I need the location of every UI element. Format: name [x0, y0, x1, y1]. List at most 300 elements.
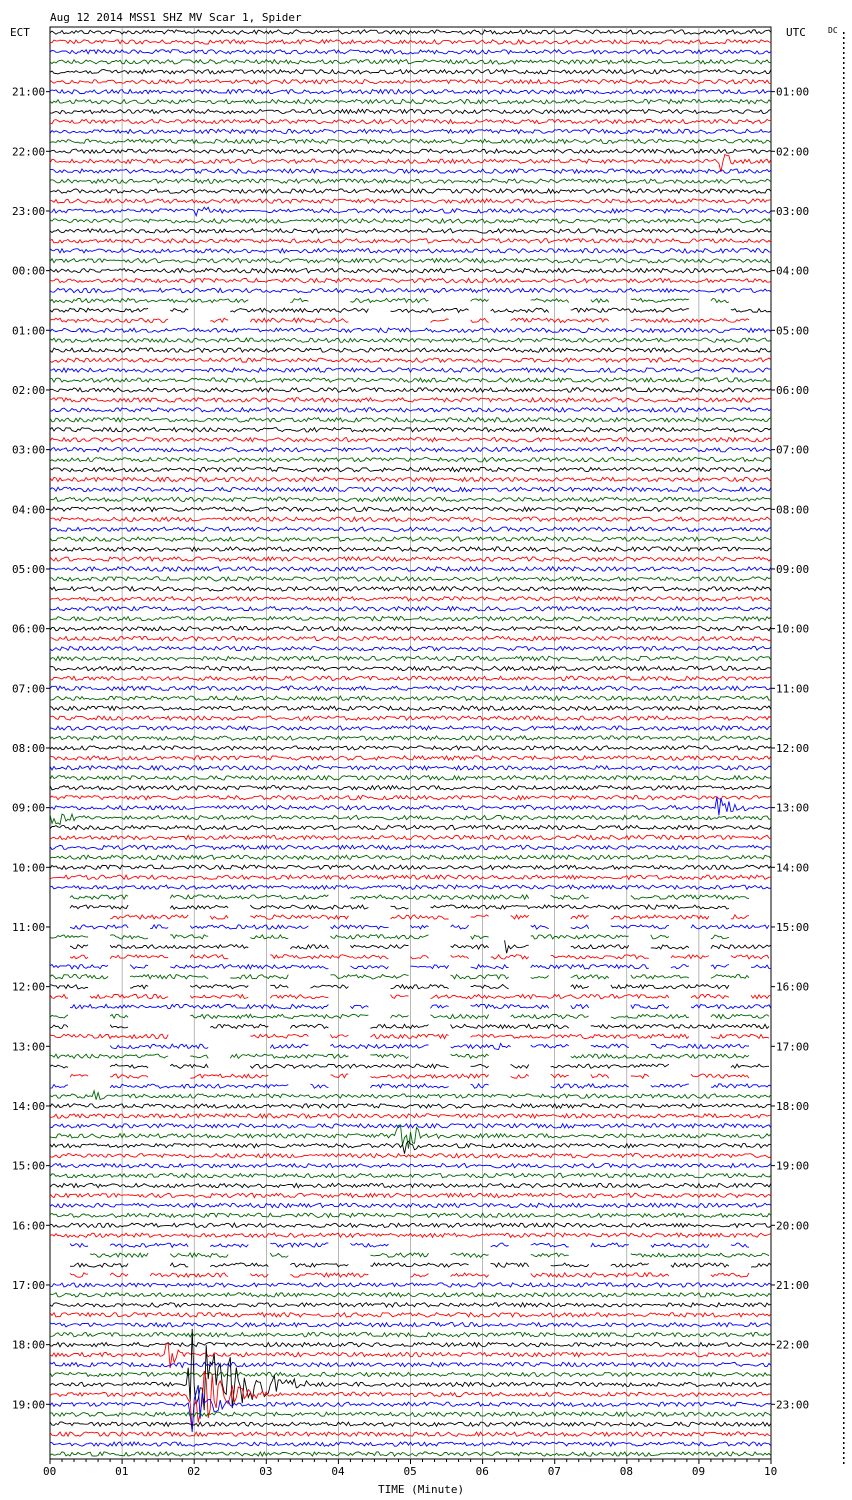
dc-marker — [843, 507, 845, 509]
dc-marker — [843, 1262, 845, 1264]
left-hour-label: 16:00 — [12, 1219, 46, 1233]
dc-marker — [843, 957, 845, 959]
right-hour-label: 13:00 — [776, 801, 810, 815]
dc-marker — [843, 1402, 845, 1404]
dc-marker — [843, 67, 845, 69]
left-hour-label: 14:00 — [12, 1099, 46, 1113]
dc-marker — [843, 247, 845, 249]
dc-marker — [843, 1147, 845, 1149]
dc-marker — [843, 757, 845, 759]
right-hour-label: 15:00 — [776, 920, 810, 934]
dc-marker — [843, 212, 845, 214]
dc-marker — [843, 1322, 845, 1324]
dc-marker — [843, 1192, 845, 1194]
x-tick-label: 10 — [764, 1465, 778, 1478]
dc-marker — [843, 512, 845, 514]
dc-marker — [843, 377, 845, 379]
dc-marker — [843, 1297, 845, 1299]
dc-marker — [843, 117, 845, 119]
dc-marker — [843, 1387, 845, 1389]
trace-row — [70, 955, 769, 959]
dc-marker — [843, 947, 845, 949]
dc-marker — [843, 792, 845, 794]
dc-marker — [843, 1227, 845, 1229]
right-hour-label: 17:00 — [776, 1040, 810, 1054]
dc-marker — [843, 967, 845, 969]
dc-marker — [843, 1267, 845, 1269]
dc-marker — [843, 182, 845, 184]
dc-marker — [843, 1107, 845, 1109]
dc-marker — [843, 1242, 845, 1244]
dc-marker — [843, 77, 845, 79]
dc-marker — [843, 1462, 845, 1464]
dc-marker — [843, 1457, 845, 1459]
right-hour-label: 12:00 — [776, 741, 810, 755]
trace-row — [50, 1064, 769, 1068]
left-hour-label: 15:00 — [12, 1159, 46, 1173]
left-hour-label: 08:00 — [12, 741, 46, 755]
dc-marker — [843, 252, 845, 254]
dc-marker — [843, 1202, 845, 1204]
dc-marker — [843, 342, 845, 344]
left-hour-label: 19:00 — [12, 1398, 46, 1412]
left-hour-label: 13:00 — [12, 1040, 46, 1054]
x-tick-label: 05 — [403, 1465, 417, 1478]
dc-marker — [843, 672, 845, 674]
dc-marker — [843, 467, 845, 469]
dc-marker — [843, 687, 845, 689]
right-hour-label: 02:00 — [776, 145, 810, 159]
dc-marker — [843, 977, 845, 979]
right-hour-label: 18:00 — [776, 1099, 810, 1113]
dc-marker — [843, 292, 845, 294]
dc-marker — [843, 807, 845, 809]
dc-marker — [843, 347, 845, 349]
dc-marker — [843, 267, 845, 269]
dc-marker — [843, 472, 845, 474]
dc-marker — [843, 1252, 845, 1254]
x-tick-label: 06 — [475, 1465, 489, 1478]
dc-label: DC — [828, 26, 838, 35]
dc-marker — [843, 797, 845, 799]
dc-marker — [843, 582, 845, 584]
dc-marker — [843, 322, 845, 324]
dc-marker — [843, 1452, 845, 1454]
dc-marker — [843, 432, 845, 434]
dc-marker — [843, 777, 845, 779]
dc-marker — [843, 437, 845, 439]
dc-marker — [843, 1132, 845, 1134]
dc-marker — [843, 822, 845, 824]
dc-marker — [843, 417, 845, 419]
dc-marker — [843, 962, 845, 964]
dc-marker — [843, 1377, 845, 1379]
dc-marker — [843, 462, 845, 464]
x-tick-label: 09 — [691, 1465, 706, 1478]
dc-marker — [843, 677, 845, 679]
dc-marker — [843, 1317, 845, 1319]
dc-marker — [843, 837, 845, 839]
dc-marker — [843, 617, 845, 619]
x-tick-label: 01 — [115, 1465, 129, 1478]
dc-marker — [843, 1127, 845, 1129]
dc-marker — [843, 1007, 845, 1009]
dc-marker — [843, 932, 845, 934]
dc-marker — [843, 187, 845, 189]
dc-marker — [843, 502, 845, 504]
dc-marker — [843, 862, 845, 864]
dc-marker — [843, 867, 845, 869]
dc-marker — [843, 997, 845, 999]
dc-marker — [843, 552, 845, 554]
dc-marker — [843, 872, 845, 874]
dc-marker — [843, 627, 845, 629]
right-hour-label: 19:00 — [776, 1159, 810, 1173]
dc-marker — [843, 1397, 845, 1399]
dc-marker — [843, 562, 845, 564]
dc-marker — [843, 847, 845, 849]
dc-marker — [843, 1082, 845, 1084]
dc-marker — [843, 602, 845, 604]
dc-marker — [843, 1112, 845, 1114]
dc-marker — [843, 1117, 845, 1119]
dc-marker — [843, 1057, 845, 1059]
dc-marker — [843, 112, 845, 114]
dc-marker — [843, 852, 845, 854]
dc-marker — [843, 122, 845, 124]
dc-marker — [843, 592, 845, 594]
dc-marker — [843, 622, 845, 624]
dc-marker — [843, 827, 845, 829]
dc-marker — [843, 1017, 845, 1019]
dc-marker — [843, 1207, 845, 1209]
dc-marker — [843, 1412, 845, 1414]
right-hour-label: 08:00 — [776, 503, 810, 517]
dc-marker — [843, 92, 845, 94]
dc-marker — [843, 1287, 845, 1289]
dc-marker — [843, 177, 845, 179]
dc-marker — [843, 1332, 845, 1334]
trace-row — [70, 940, 771, 953]
dc-marker — [843, 1422, 845, 1424]
trace-row — [50, 1034, 769, 1038]
left-hour-label: 12:00 — [12, 980, 46, 994]
dc-marker — [843, 1302, 845, 1304]
dc-marker — [843, 1062, 845, 1064]
x-axis-label: TIME (Minute) — [378, 1483, 465, 1496]
right-hour-label: 07:00 — [776, 443, 810, 457]
dc-marker — [843, 1042, 845, 1044]
dc-marker — [843, 557, 845, 559]
trace-row — [50, 1024, 769, 1028]
dc-marker — [843, 727, 845, 729]
dc-marker — [843, 937, 845, 939]
right-hour-label: 09:00 — [776, 562, 810, 576]
left-hour-label: 17:00 — [12, 1278, 46, 1292]
x-tick-label: 04 — [331, 1465, 345, 1478]
dc-marker — [843, 1087, 845, 1089]
dc-marker — [843, 1092, 845, 1094]
dc-marker — [843, 832, 845, 834]
trace-row — [70, 925, 769, 929]
dc-marker — [843, 127, 845, 129]
dc-marker — [843, 1167, 845, 1169]
dc-marker — [843, 1362, 845, 1364]
dc-marker — [843, 337, 845, 339]
dc-marker — [843, 802, 845, 804]
dc-marker — [843, 367, 845, 369]
dc-marker — [843, 1187, 845, 1189]
dc-marker — [843, 1327, 845, 1329]
dc-marker — [843, 532, 845, 534]
dc-marker — [843, 1037, 845, 1039]
dc-marker — [843, 897, 845, 899]
dc-marker — [843, 357, 845, 359]
dc-marker — [843, 1212, 845, 1214]
dc-marker — [843, 717, 845, 719]
dc-marker — [843, 227, 845, 229]
dc-marker — [843, 537, 845, 539]
dc-marker — [843, 457, 845, 459]
dc-marker — [843, 262, 845, 264]
trace-row — [110, 1043, 771, 1049]
dc-marker — [843, 992, 845, 994]
dc-marker — [843, 82, 845, 84]
dc-marker — [843, 42, 845, 44]
dc-marker — [843, 1282, 845, 1284]
dc-marker — [843, 907, 845, 909]
trace-row — [70, 1273, 771, 1277]
right-hour-label: 16:00 — [776, 980, 810, 994]
left-hour-label: 04:00 — [12, 503, 46, 517]
x-tick-label: 02 — [187, 1465, 201, 1478]
dc-marker — [843, 1222, 845, 1224]
dc-marker — [843, 597, 845, 599]
dc-marker — [843, 747, 845, 749]
dc-marker — [843, 1122, 845, 1124]
dc-marker — [843, 752, 845, 754]
dc-marker — [843, 172, 845, 174]
dc-marker — [843, 1307, 845, 1309]
dc-marker — [843, 682, 845, 684]
left-hour-label: 02:00 — [12, 383, 46, 397]
dc-marker — [843, 917, 845, 919]
dc-marker — [843, 692, 845, 694]
left-hour-label: 23:00 — [12, 204, 46, 218]
dc-marker — [843, 707, 845, 709]
dc-marker — [843, 137, 845, 139]
dc-marker — [843, 927, 845, 929]
left-hour-label: 01:00 — [12, 324, 46, 338]
dc-marker — [843, 1162, 845, 1164]
dc-marker — [843, 452, 845, 454]
x-tick-label: 00 — [43, 1465, 57, 1478]
dc-marker — [843, 527, 845, 529]
dc-marker — [843, 232, 845, 234]
dc-marker — [843, 142, 845, 144]
left-hour-label: 05:00 — [12, 562, 46, 576]
dc-marker — [843, 882, 845, 884]
dc-marker — [843, 1247, 845, 1249]
dc-marker — [843, 842, 845, 844]
dc-marker — [843, 287, 845, 289]
dc-marker — [843, 217, 845, 219]
left-hour-label: 06:00 — [12, 622, 46, 636]
dc-marker — [843, 1182, 845, 1184]
dc-marker — [843, 1382, 845, 1384]
dc-marker — [843, 902, 845, 904]
dc-marker — [843, 652, 845, 654]
dc-marker — [843, 772, 845, 774]
dc-marker — [843, 1392, 845, 1394]
dc-marker — [843, 397, 845, 399]
dc-marker — [843, 282, 845, 284]
dc-marker — [843, 387, 845, 389]
dc-marker — [843, 482, 845, 484]
dc-marker — [843, 767, 845, 769]
dc-marker — [843, 1437, 845, 1439]
dc-marker — [843, 297, 845, 299]
dc-marker — [843, 402, 845, 404]
trace-row — [70, 1263, 771, 1267]
dc-marker — [843, 1232, 845, 1234]
dc-marker — [843, 242, 845, 244]
dc-marker — [843, 332, 845, 334]
dc-marker — [843, 1102, 845, 1104]
dc-marker — [843, 517, 845, 519]
trace-row — [50, 1014, 769, 1018]
dc-marker — [843, 312, 845, 314]
right-hour-label: 22:00 — [776, 1338, 810, 1352]
dc-marker — [843, 742, 845, 744]
dc-marker — [843, 447, 845, 449]
dc-marker — [843, 952, 845, 954]
dc-marker — [843, 147, 845, 149]
dc-marker — [843, 637, 845, 639]
dc-marker — [843, 1427, 845, 1429]
dc-marker — [843, 72, 845, 74]
dc-marker — [843, 277, 845, 279]
dc-marker — [843, 737, 845, 739]
dc-marker — [843, 547, 845, 549]
dc-marker — [843, 1237, 845, 1239]
dc-marker — [843, 152, 845, 154]
dc-marker — [843, 1072, 845, 1074]
dc-marker — [843, 1152, 845, 1154]
dc-marker — [843, 1277, 845, 1279]
right-hour-label: 14:00 — [776, 861, 810, 875]
dc-marker — [843, 1027, 845, 1029]
right-hour-label: 21:00 — [776, 1278, 810, 1292]
dc-marker — [843, 1292, 845, 1294]
dc-marker — [843, 157, 845, 159]
dc-marker — [843, 567, 845, 569]
dc-marker — [843, 787, 845, 789]
dc-marker — [843, 662, 845, 664]
dc-marker — [843, 407, 845, 409]
dc-marker — [843, 712, 845, 714]
trace-row — [110, 915, 749, 919]
dc-marker — [843, 1002, 845, 1004]
x-tick-label: 07 — [547, 1465, 561, 1478]
dc-marker — [843, 207, 845, 209]
dc-marker — [843, 892, 845, 894]
dc-marker — [843, 197, 845, 199]
dc-marker — [843, 62, 845, 64]
dc-marker — [843, 477, 845, 479]
dc-marker — [843, 1372, 845, 1374]
dc-marker — [843, 237, 845, 239]
dc-marker — [843, 572, 845, 574]
dc-marker — [843, 762, 845, 764]
dc-marker — [843, 52, 845, 54]
dc-marker — [843, 1142, 845, 1144]
dc-marker — [843, 1312, 845, 1314]
right-hour-label: 06:00 — [776, 383, 810, 397]
dc-marker — [843, 782, 845, 784]
right-hour-label: 11:00 — [776, 682, 810, 696]
trace-row — [70, 1004, 771, 1008]
left-hour-label: 18:00 — [12, 1338, 46, 1352]
dc-marker — [843, 1447, 845, 1449]
dc-marker — [843, 32, 845, 34]
dc-marker — [843, 542, 845, 544]
dc-marker — [843, 487, 845, 489]
dc-marker — [843, 107, 845, 109]
left-hour-label: 03:00 — [12, 443, 46, 457]
dc-marker — [843, 47, 845, 49]
dc-marker — [843, 37, 845, 39]
dc-marker — [843, 1077, 845, 1079]
dc-marker — [843, 497, 845, 499]
right-hour-label: 01:00 — [776, 85, 810, 99]
dc-marker — [843, 877, 845, 879]
dc-marker — [843, 162, 845, 164]
dc-marker — [843, 1047, 845, 1049]
dc-marker — [843, 912, 845, 914]
dc-marker — [843, 702, 845, 704]
dc-marker — [843, 1352, 845, 1354]
dc-marker — [843, 587, 845, 589]
dc-marker — [843, 887, 845, 889]
dc-marker — [843, 942, 845, 944]
dc-marker — [843, 732, 845, 734]
dc-marker — [843, 982, 845, 984]
dc-marker — [843, 1347, 845, 1349]
dc-marker — [843, 667, 845, 669]
dc-marker — [843, 1067, 845, 1069]
right-hour-label: 23:00 — [776, 1398, 810, 1412]
dc-marker — [843, 167, 845, 169]
dc-marker — [843, 327, 845, 329]
dc-marker — [843, 1357, 845, 1359]
left-hour-label: 00:00 — [12, 264, 46, 278]
dc-marker — [843, 1417, 845, 1419]
right-hour-label: 04:00 — [776, 264, 810, 278]
left-hour-label: 11:00 — [12, 920, 46, 934]
left-hour-label: 09:00 — [12, 801, 46, 815]
dc-marker — [843, 102, 845, 104]
dc-marker — [843, 307, 845, 309]
dc-marker — [843, 382, 845, 384]
left-axis-label: ECT — [10, 26, 30, 39]
dc-marker — [843, 577, 845, 579]
dc-marker — [843, 1337, 845, 1339]
dc-marker — [843, 697, 845, 699]
x-tick-label: 03 — [259, 1465, 273, 1478]
dc-marker — [843, 1157, 845, 1159]
dc-marker — [843, 632, 845, 634]
